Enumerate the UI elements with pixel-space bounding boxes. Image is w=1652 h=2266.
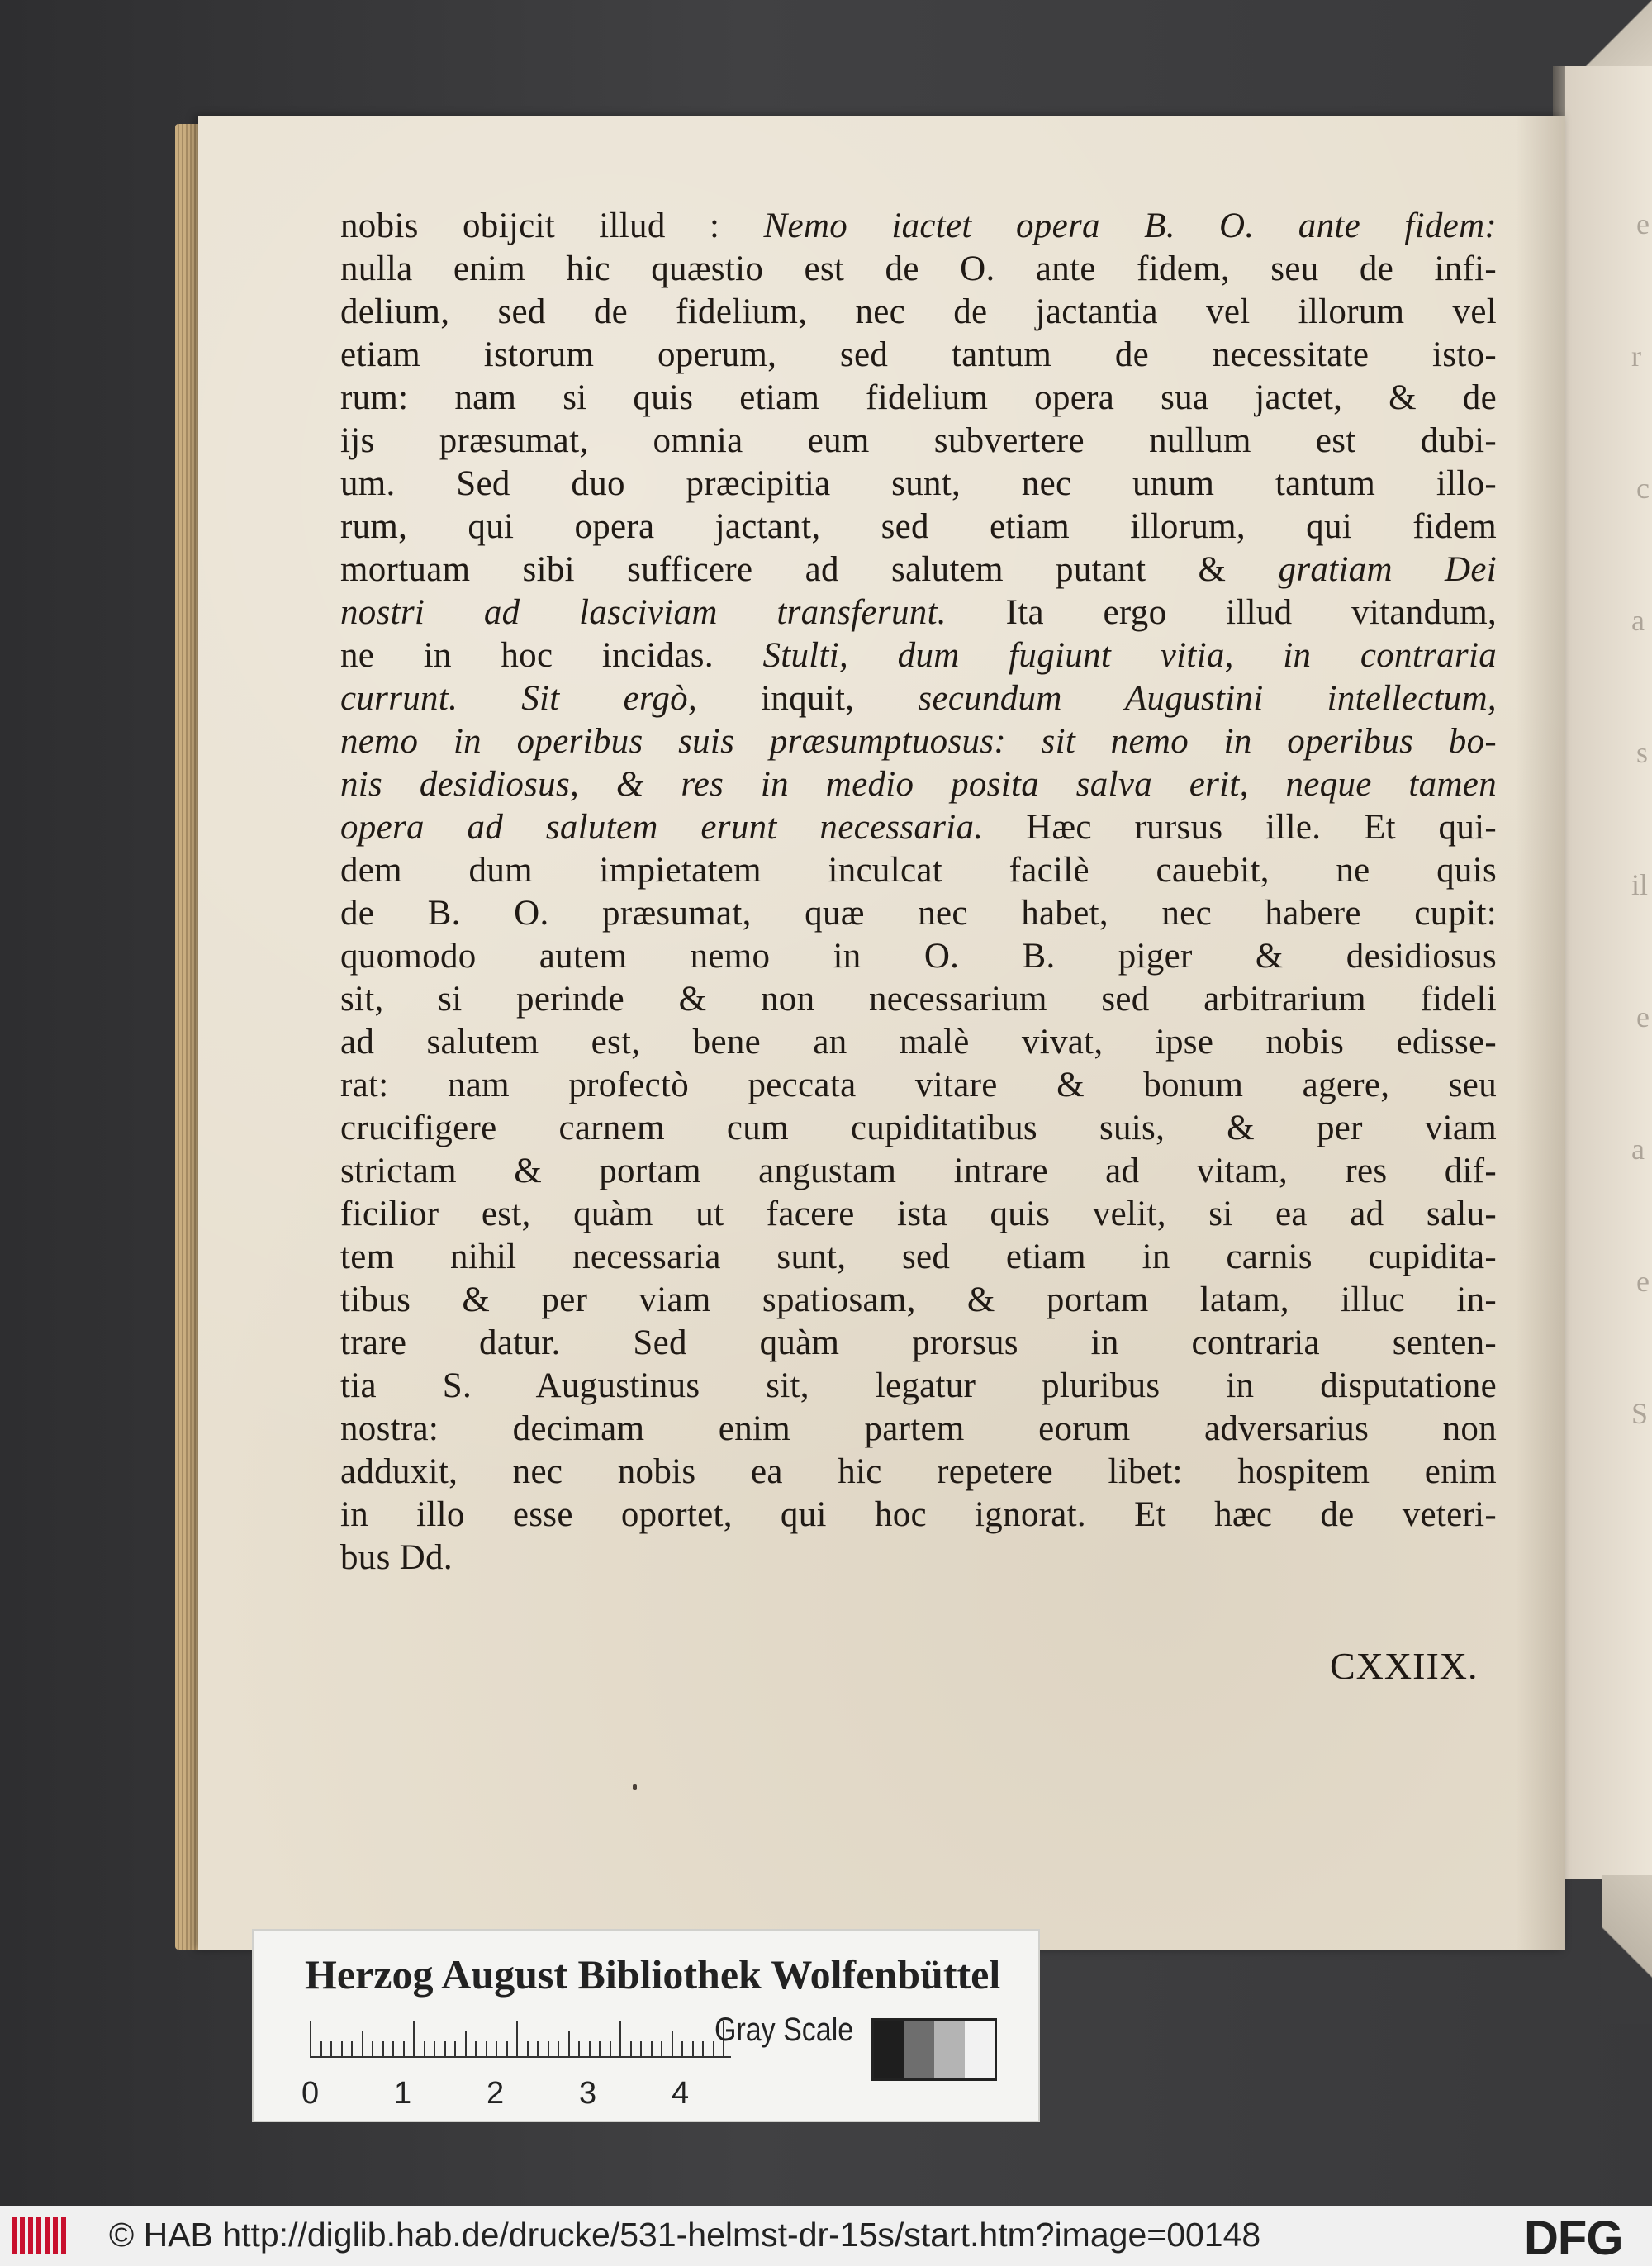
italic-text: Nemo iactet opera B. O. ante fidem: bbox=[763, 207, 1497, 245]
text-line bbox=[340, 205, 1497, 248]
ruler-tick bbox=[496, 2041, 497, 2058]
page-gutter-shadow bbox=[1516, 116, 1565, 1950]
gray-swatch bbox=[965, 2021, 995, 2078]
catchword: CXXIIX. bbox=[1330, 1645, 1479, 1687]
facing-page-letter: S bbox=[1631, 1397, 1649, 1430]
ruler-tick bbox=[351, 2041, 353, 2058]
text-line bbox=[340, 634, 1497, 677]
text-line bbox=[340, 1193, 1497, 1236]
italic-text: nostri ad lasciviam transferunt. bbox=[340, 593, 947, 632]
text-line bbox=[340, 463, 1497, 506]
cm-ruler bbox=[310, 2021, 731, 2058]
ruler-tick bbox=[413, 2021, 415, 2058]
ruler-tick bbox=[424, 2041, 425, 2058]
ruler-tick bbox=[681, 2041, 683, 2058]
roman-text: sit, si perinde & non necessarium sed arbitrarium fideli bbox=[340, 980, 1497, 1019]
gray-scale-swatches bbox=[871, 2018, 997, 2081]
italic-text: secundum Augustini intellectum, bbox=[918, 679, 1497, 718]
roman-text: rum: nam si quis etiam fidelium opera sua jactet, & de bbox=[340, 378, 1497, 417]
text-line bbox=[340, 1021, 1497, 1064]
facing-page-letter: e bbox=[1636, 1265, 1650, 1298]
ruler-tick bbox=[620, 2021, 621, 2058]
italic-text: currunt. Sit ergò, bbox=[340, 679, 762, 718]
ruler-number: 4 bbox=[672, 2076, 690, 2111]
text-line bbox=[340, 291, 1497, 334]
roman-text: nostra: decimam enim partem eorum adversarius non bbox=[340, 1409, 1497, 1448]
text-line bbox=[340, 720, 1497, 763]
ruler-tick bbox=[568, 2031, 570, 2058]
gray-swatch bbox=[874, 2021, 904, 2078]
text-line bbox=[340, 377, 1497, 420]
ruler-number: 2 bbox=[487, 2076, 505, 2111]
ruler-tick bbox=[486, 2041, 487, 2058]
roman-text: bus Dd. bbox=[340, 1538, 453, 1577]
ruler-tick bbox=[578, 2041, 580, 2058]
roman-text: Hæc rursus ille. Et qui- bbox=[983, 808, 1497, 847]
text-line bbox=[340, 591, 1497, 634]
text-line bbox=[340, 248, 1497, 291]
text-line bbox=[340, 1365, 1497, 1408]
text-line bbox=[340, 506, 1497, 549]
roman-text: inquit, bbox=[761, 679, 919, 718]
roman-text: ficilior est, quàm ut facere ista quis velit, si ea ad salu- bbox=[340, 1195, 1497, 1233]
roman-text: in illo esse oportet, qui hoc ignorat. Et hæc de veteri- bbox=[340, 1495, 1497, 1534]
ruler-tick bbox=[610, 2041, 611, 2058]
ruler-tick bbox=[537, 2041, 539, 2058]
ruler-tick bbox=[599, 2041, 601, 2058]
roman-text: tia S. Augustinus sit, legatur pluribus in disputatione bbox=[340, 1366, 1497, 1405]
text-line bbox=[340, 1107, 1497, 1150]
roman-text: rat: nam profectò peccata vitare & bonum agere, seu bbox=[340, 1066, 1497, 1104]
text-line bbox=[340, 1064, 1497, 1107]
facing-page-letter: a bbox=[1631, 604, 1645, 637]
text-line bbox=[340, 420, 1497, 463]
ruler-tick bbox=[475, 2041, 477, 2058]
ruler-number: 0 bbox=[301, 2076, 320, 2111]
text-line bbox=[340, 1150, 1497, 1193]
text-line bbox=[340, 935, 1497, 978]
text-line bbox=[340, 849, 1497, 892]
facing-page-letter: il bbox=[1631, 868, 1649, 901]
roman-text: ijs præsumat, omnia eum subvertere nullum est dubi- bbox=[340, 421, 1497, 460]
ruler-tick bbox=[434, 2041, 435, 2058]
dfg-logo: DFG bbox=[1524, 2211, 1623, 2265]
ink-speck bbox=[633, 1784, 637, 1790]
roman-text: crucifigere carnem cum cupiditatibus suis, & per viam bbox=[340, 1109, 1497, 1147]
ruler-tick bbox=[558, 2041, 559, 2058]
roman-text: delium, sed de fidelium, nec de jactantia vel illorum vel bbox=[340, 292, 1497, 331]
hab-logo-icon bbox=[12, 2217, 68, 2254]
ruler-tick bbox=[454, 2041, 456, 2058]
ruler-tick bbox=[516, 2021, 518, 2058]
roman-text: tibus & per viam spatiosam, & portam latam, illuc in- bbox=[340, 1280, 1497, 1319]
ruler-tick bbox=[403, 2041, 405, 2058]
ruler-tick bbox=[527, 2041, 529, 2058]
ruler-tick bbox=[444, 2041, 446, 2058]
ruler-tick bbox=[548, 2041, 549, 2058]
ruler-tick bbox=[320, 2041, 322, 2058]
footer-bar bbox=[0, 2206, 1652, 2266]
gray-swatch bbox=[904, 2021, 935, 2078]
italic-text: Stulti, dum fugiunt vitia, in contraria bbox=[762, 636, 1497, 675]
ruler-tick bbox=[630, 2041, 632, 2058]
roman-text: de B. O. præsumat, quæ nec habet, nec habere cupit: bbox=[340, 894, 1497, 933]
roman-text: rum, qui opera jactant, sed etiam illorum, qui fidem bbox=[340, 507, 1497, 546]
ruler-tick bbox=[392, 2041, 394, 2058]
roman-text: adduxit, nec nobis ea hic repetere libet: hospitem enim bbox=[340, 1452, 1497, 1491]
ruler-tick bbox=[640, 2041, 642, 2058]
ruler-tick bbox=[692, 2041, 694, 2058]
library-name: Herzog August Bibliothek Wolfenbüttel bbox=[305, 1951, 1001, 1998]
facing-page-letter: e bbox=[1636, 1000, 1650, 1033]
italic-text: gratiam Dei bbox=[1278, 550, 1497, 589]
ruler-number: 3 bbox=[579, 2076, 597, 2111]
roman-text: um. Sed duo præcipitia sunt, nec unum tantum illo- bbox=[340, 464, 1497, 503]
ruler-tick bbox=[702, 2041, 704, 2058]
roman-text: dem dum impietatem inculcat facilè cauebit, ne quis bbox=[340, 851, 1497, 890]
roman-text: quomodo autem nemo in O. B. piger & desidiosus bbox=[340, 937, 1497, 976]
facing-page-letter: e bbox=[1636, 207, 1650, 240]
gray-scale-label: Gray Scale bbox=[714, 2012, 854, 2048]
roman-text: trare datur. Sed quàm prorsus in contraria senten- bbox=[340, 1323, 1497, 1362]
roman-text: ne in hoc incidas. bbox=[340, 636, 763, 675]
footer-source-url[interactable]: © HAB http://diglib.hab.de/drucke/531-helmst-dr-15s/start.htm?image=00148 bbox=[109, 2216, 1261, 2254]
color-scale-card bbox=[252, 1929, 1040, 2122]
text-line bbox=[340, 806, 1497, 849]
roman-text: strictam & portam angustam intrare ad vitam, res dif- bbox=[340, 1152, 1497, 1190]
ruler-tick bbox=[330, 2041, 332, 2058]
ruler-tick bbox=[661, 2041, 662, 2058]
ruler-tick bbox=[465, 2031, 467, 2058]
text-line bbox=[340, 1408, 1497, 1451]
text-line bbox=[340, 1537, 1497, 1580]
facing-page-letter: s bbox=[1636, 736, 1649, 769]
text-line bbox=[340, 763, 1497, 806]
ruler-tick bbox=[362, 2031, 363, 2058]
roman-text: nobis obijcit illud : bbox=[340, 207, 764, 245]
text-line bbox=[340, 677, 1497, 720]
roman-text: ad salutem est, bene an malè vivat, ipse nobis edisse- bbox=[340, 1023, 1497, 1062]
roman-text: mortuam sibi sufficere ad salutem putant & bbox=[340, 550, 1279, 589]
text-line bbox=[340, 1236, 1497, 1279]
text-line bbox=[340, 1451, 1497, 1494]
text-line bbox=[340, 978, 1497, 1021]
ruler-number: 1 bbox=[394, 2076, 412, 2111]
ruler-tick bbox=[589, 2041, 591, 2058]
text-line bbox=[340, 892, 1497, 935]
facing-page-letter: c bbox=[1636, 472, 1650, 505]
text-line bbox=[340, 1322, 1497, 1365]
italic-text: nemo in operibus suis præsumptuosus: sit nemo in operibus bo- bbox=[340, 722, 1497, 761]
ruler-tick bbox=[372, 2041, 373, 2058]
text-line bbox=[340, 1494, 1497, 1537]
roman-text: tem nihil necessaria sunt, sed etiam in carnis cupidita- bbox=[340, 1238, 1497, 1276]
text-line bbox=[340, 334, 1497, 377]
ruler-tick bbox=[672, 2031, 673, 2058]
facing-page-edge bbox=[1565, 66, 1652, 1879]
ruler-tick bbox=[506, 2041, 508, 2058]
italic-text: nis desidiosus, & res in medio posita salva erit, neque tamen bbox=[340, 765, 1497, 804]
facing-page-letter: a bbox=[1631, 1133, 1645, 1166]
facing-page-letter: r bbox=[1631, 340, 1641, 373]
gray-swatch bbox=[934, 2021, 965, 2078]
ruler-tick bbox=[310, 2021, 311, 2058]
text-line bbox=[340, 549, 1497, 591]
roman-text: nulla enim hic quæstio est de O. ante fidem, seu de infi- bbox=[340, 249, 1497, 288]
text-line bbox=[340, 1279, 1497, 1322]
facing-page-fold-bottom bbox=[1602, 1875, 1652, 2024]
roman-text: Ita ergo illud vitandum, bbox=[946, 593, 1498, 632]
ruler-tick bbox=[382, 2041, 384, 2058]
ruler-tick bbox=[651, 2041, 653, 2058]
roman-text: etiam istorum operum, sed tantum de necessitate isto- bbox=[340, 335, 1497, 374]
ruler-tick bbox=[341, 2041, 343, 2058]
italic-text: opera ad salutem erunt necessaria. bbox=[340, 808, 984, 847]
